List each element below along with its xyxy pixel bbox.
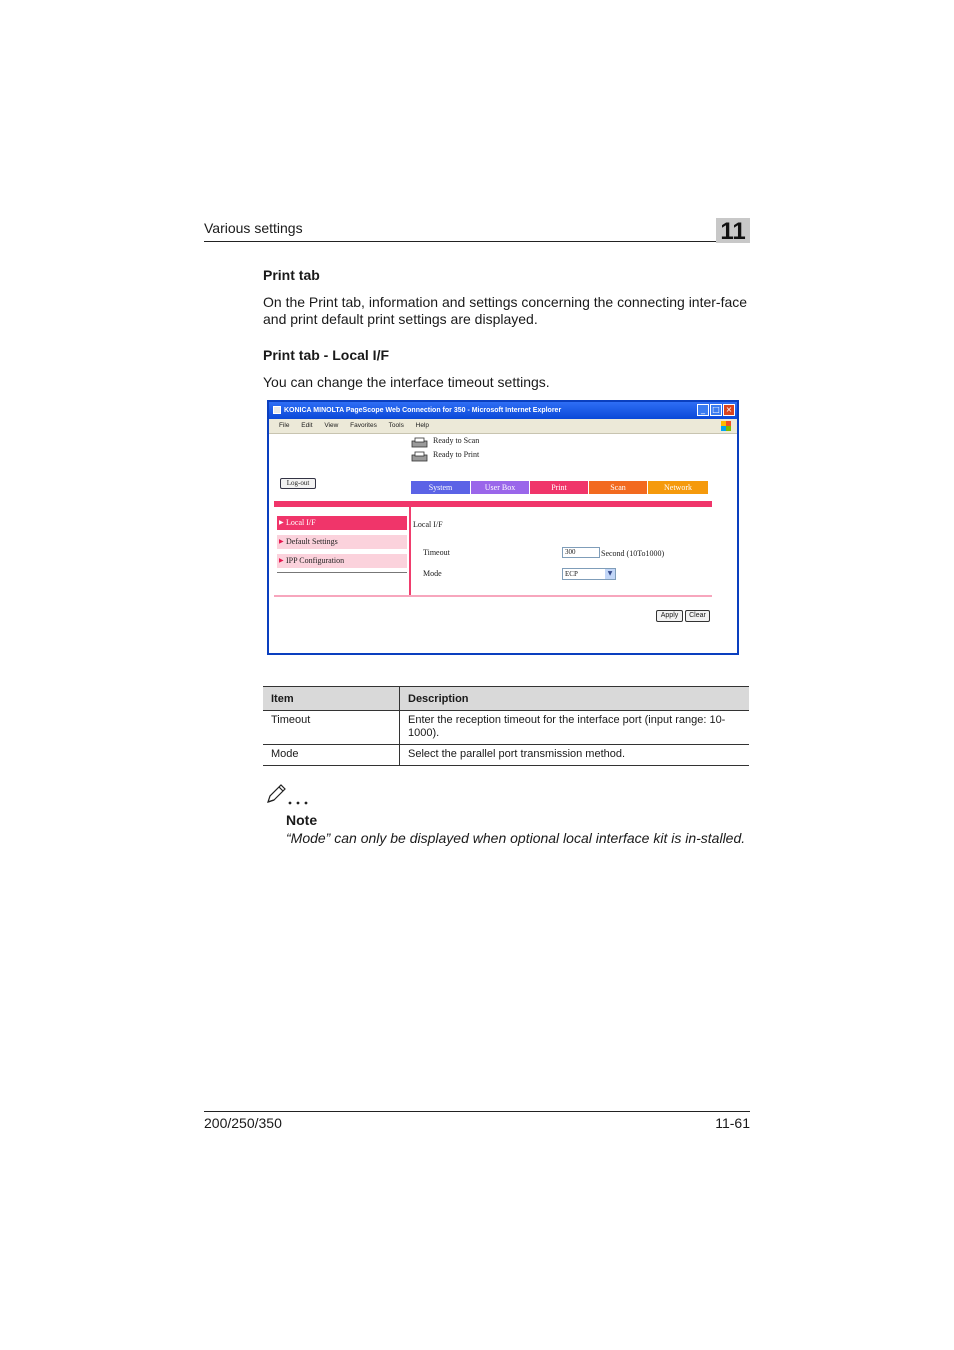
footer-page-number: 11-61 xyxy=(715,1115,750,1131)
arrow-right-icon: ▶ xyxy=(279,538,284,545)
maximize-icon[interactable]: □ xyxy=(710,404,722,416)
window-title: KONICA MINOLTA PageScope Web Connection for 350 - Microsoft Internet Explorer xyxy=(284,407,562,414)
running-header: Various settings xyxy=(204,220,303,236)
sidebar-item-local-if[interactable] xyxy=(277,516,407,530)
timeout-label: Timeout xyxy=(423,548,450,557)
table-header-row xyxy=(263,687,749,711)
mode-label: Mode xyxy=(423,569,442,578)
browser-screenshot xyxy=(267,400,739,655)
section-body-local-if: You can change the interface timeout settings. xyxy=(263,374,550,390)
tab-user-box[interactable]: User Box xyxy=(471,481,529,494)
tab-scan[interactable]: Scan xyxy=(589,481,647,494)
section-heading-print-tab: Print tab xyxy=(263,267,320,283)
sidebar-divider xyxy=(277,572,407,573)
close-icon[interactable]: × xyxy=(723,404,735,416)
mode-select[interactable] xyxy=(562,568,616,580)
sidebar-item-ipp-configuration[interactable] xyxy=(277,554,407,568)
chapter-number: 11 xyxy=(720,218,746,245)
menu-edit[interactable]: Edit xyxy=(301,422,313,429)
apply-button[interactable]: Apply xyxy=(656,610,683,622)
table-cell-item: Mode xyxy=(263,745,400,766)
footer-model: 200/250/350 xyxy=(204,1115,282,1131)
clear-button[interactable]: Clear xyxy=(685,610,710,622)
table-header-item: Item xyxy=(263,687,400,711)
chevron-down-icon[interactable]: ▼ xyxy=(605,569,615,579)
table-cell-description: Enter the reception timeout for the interface port (input range: 10-1000). xyxy=(400,711,750,745)
panel-bottom-rule xyxy=(274,595,712,597)
section-heading-local-if: Print tab - Local I/F xyxy=(263,347,390,363)
pencil-note-icon xyxy=(265,782,311,806)
arrow-right-icon: ▶ xyxy=(279,519,284,526)
tab-network[interactable]: Network xyxy=(648,481,708,494)
tab-system[interactable]: System xyxy=(411,481,470,494)
status-ready-to-print: Ready to Print xyxy=(433,450,480,459)
sidebar-item-label: IPP Configuration xyxy=(286,556,345,565)
tab-print[interactable]: Print xyxy=(530,481,588,494)
sidebar-item-label: Local I/F xyxy=(286,518,316,527)
menu-bar xyxy=(269,419,737,434)
printer-icon xyxy=(411,437,428,448)
menu-view[interactable]: View xyxy=(324,422,339,429)
status-ready-to-scan: Ready to Scan xyxy=(433,436,480,445)
mode-select-value: ECP xyxy=(565,570,578,578)
menu-help[interactable]: Help xyxy=(415,422,430,429)
menu-file[interactable]: File xyxy=(279,422,290,429)
minimize-icon[interactable]: _ xyxy=(697,404,709,416)
description-table xyxy=(263,686,749,766)
sidebar-item-label: Default Settings xyxy=(286,537,338,546)
note-text: “Mode” can only be displayed when optional local interface kit is in-stalled. xyxy=(286,830,746,846)
windows-logo-icon xyxy=(721,421,731,431)
note-title: Note xyxy=(286,812,318,828)
section-body-print-tab: On the Print tab, information and settings concerning the connecting inter-face and print default print settings are displayed. xyxy=(263,294,748,327)
timeout-hint: Second (10To1000) xyxy=(601,549,665,558)
arrow-right-icon: ▶ xyxy=(279,557,284,564)
logout-button[interactable]: Log-out xyxy=(280,478,316,489)
menu-tools[interactable]: Tools xyxy=(388,422,404,429)
table-cell-item: Timeout xyxy=(263,711,400,745)
sidebar-item-default-settings[interactable] xyxy=(277,535,407,549)
accent-bar xyxy=(274,501,712,507)
panel-title: Local I/F xyxy=(413,520,443,529)
ie-page-icon xyxy=(273,406,281,414)
table-row xyxy=(263,745,749,766)
table-row xyxy=(263,711,749,745)
footer-rule xyxy=(204,1111,750,1112)
header-rule xyxy=(204,241,750,242)
timeout-input[interactable]: 300 xyxy=(562,547,600,558)
printer-icon xyxy=(411,451,428,462)
window-titlebar xyxy=(269,402,737,419)
table-header-description: Description xyxy=(400,687,750,711)
table-cell-description: Select the parallel port transmission method. xyxy=(400,745,750,766)
sidebar-separator xyxy=(409,507,411,595)
menu-favorites[interactable]: Favorites xyxy=(350,422,377,429)
